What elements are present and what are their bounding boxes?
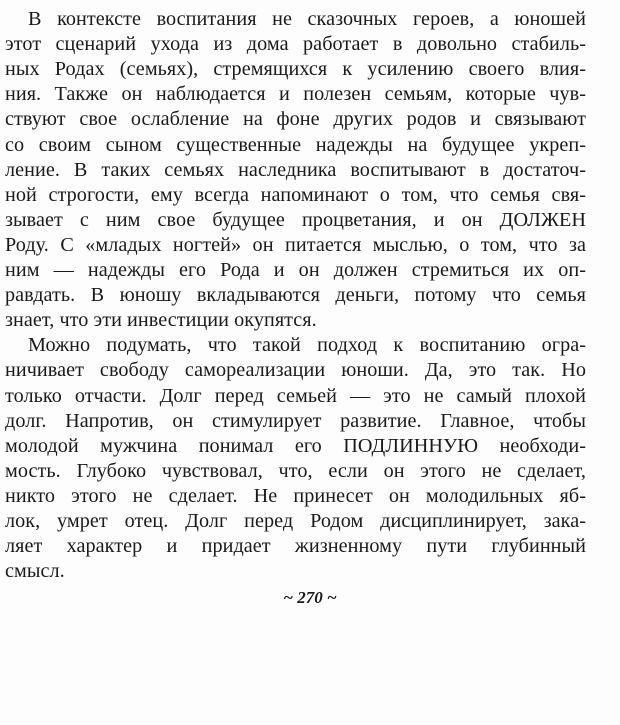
paragraph-1-line-6: со своим сыном существенные надежды на будущее укреп- <box>5 133 586 156</box>
paragraph-2-line-4: долг. Напротив, он стимулирует развитие. Главное, чтобы <box>5 409 586 432</box>
paragraph-1-line-10: Роду. С «младых ногтей» он питается мыслью, о том, что за <box>5 233 586 256</box>
paragraph-2-line-1: Можно подумать, что такой подход к воспитанию огра- <box>28 334 586 357</box>
paragraph-1-line-8: ной строгости, ему всегда напоминают о том, что семья свя- <box>5 183 586 206</box>
paragraph-2-line-6: мость. Глубоко чувствовал, что, если он этого не сделает, <box>5 459 586 482</box>
paragraph-2-line-8: лок, умрет отец. Долг перед Родом дисциплинирует, зака- <box>5 510 586 532</box>
paragraph-1-line-7: ление. В таких семьях наследника воспитывают в достаточ- <box>5 158 586 181</box>
paragraph-1-line-1: В контексте воспитания не сказочных героев, а юношей <box>28 8 586 30</box>
paragraph-1-line-12: равдать. В юношу вкладываются деньги, потому что семья <box>5 284 586 307</box>
paragraph-1-line-13: знает, что эти инвестиции окупятся. <box>5 309 317 332</box>
paragraph-1-line-11: ним — надежды его Рода и он должен стремиться их оп- <box>5 259 586 281</box>
paragraph-1-line-2: этот сценарий ухода из дома работает в довольно стабиль- <box>5 33 586 56</box>
paragraph-2-line-3: только отчасти. Долг перед семьей — это не самый плохой <box>5 384 586 407</box>
paragraph-1-line-4: ния. Также он наблюдается и полезен семьям, которые чув- <box>5 83 586 106</box>
page-number: ~ 270 ~ <box>283 588 337 608</box>
paragraph-2-line-5: молодой мужчина понимал его ПОДЛИННУЮ необходи- <box>5 434 586 457</box>
paragraph-2-line-7: никто этого не сделает. Не принесет он молодильных яб- <box>5 484 586 507</box>
paragraph-1-line-3: ных Родах (семьях), стремящихся к усилению своего влия- <box>5 58 586 81</box>
paragraph-1-line-5: ствуют свое ослабление на фоне других родов и связывают <box>5 108 586 131</box>
paragraph-1-line-9: зывает с ним свое будущее процветания, и он ДОЛЖЕН <box>5 208 586 231</box>
paragraph-2-line-10: смысл. <box>5 560 65 583</box>
paragraph-2-line-2: ничивает свободу самореализации юноши. Да, это так. Но <box>5 359 586 382</box>
paragraph-2-line-9: ляет характер и придает жизненному пути глубинный <box>5 535 586 558</box>
